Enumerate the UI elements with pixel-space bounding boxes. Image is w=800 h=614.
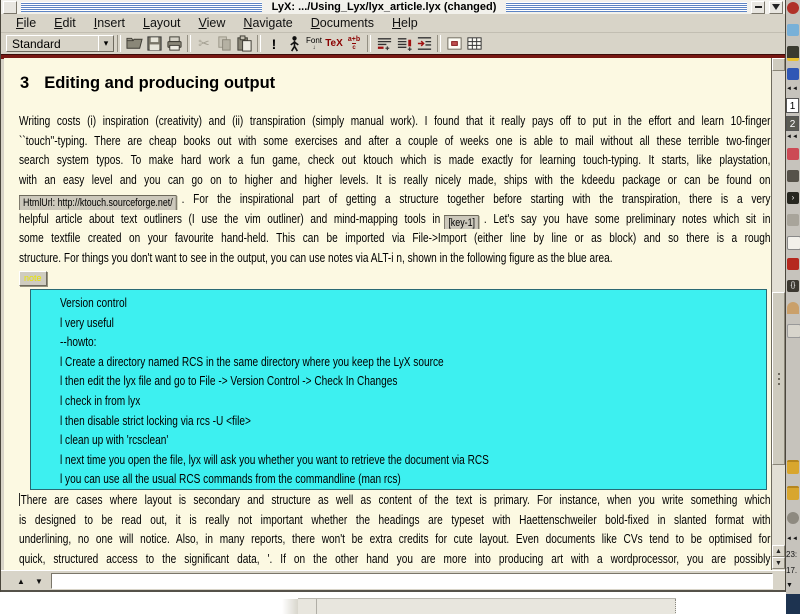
menu-navigate-mnemonic: N: [243, 16, 253, 30]
panel-arrows[interactable]: ◄◄: [786, 134, 798, 140]
insert-table-icon: [466, 35, 483, 52]
note-line: l next time you open the file, lyx will ask you whether you want to retrieve the document via RCS: [60, 452, 489, 467]
panel-clock: 23:: [786, 550, 798, 559]
note-box-lines: [60, 294, 771, 490]
change-depth-button[interactable]: [414, 34, 434, 54]
tex-mode-button[interactable]: [324, 34, 344, 54]
panel-user-icon[interactable]: [787, 302, 799, 314]
section-heading: [20, 74, 275, 93]
note-line: l then disable strict locking via rcs -U <file>: [60, 413, 251, 428]
note-line: Version control: [60, 296, 127, 310]
menu-edit[interactable]: [45, 16, 85, 30]
pager-desktop-1[interactable]: 1: [786, 98, 799, 113]
menu-edit-mnemonic: E: [54, 16, 63, 30]
minibuffer-bar: [1, 570, 785, 590]
paragraph-line: [19, 190, 770, 210]
menu-insert-label: nsert: [97, 16, 125, 30]
depth-icon: [416, 35, 433, 52]
section-number: 3: [20, 74, 30, 92]
note-line: l you can use all the usual RCS commands from the commandline (man rcs): [60, 472, 401, 487]
background-window-shadow: [282, 599, 298, 614]
menu-help-label: elp: [401, 16, 418, 30]
free-font-button[interactable]: [304, 34, 324, 54]
menu-view[interactable]: [190, 16, 235, 30]
panel-thumbnail: [786, 594, 800, 614]
note-line: l clean up with 'rcsclean': [60, 433, 169, 448]
menu-documents-label: ocuments: [319, 16, 374, 30]
noun-button[interactable]: [284, 34, 304, 54]
desktop-panel: [786, 0, 800, 614]
minimize-button[interactable]: [751, 1, 765, 14]
titlebar-stripes-left: [21, 2, 262, 12]
paragraph-1: [19, 112, 770, 268]
paragraph-line: quick, structured access to the significant data, '. If on the other hand you are more into producing art with a wordprocessor, you are possibly: [19, 551, 771, 566]
note-line: l then edit the lyx file and go to File -> Version Control -> Check In Changes: [60, 374, 398, 389]
paragraph-style-select[interactable]: [6, 35, 114, 52]
toolbar-separator: [367, 35, 371, 52]
open-file-icon: [126, 35, 143, 52]
paste-button[interactable]: [234, 34, 254, 54]
minimize-icon: [755, 6, 762, 8]
font-icon: Font ↓: [305, 35, 322, 51]
panel-terminal-icon[interactable]: ›: [787, 192, 799, 204]
thumb-grip-dot: [778, 383, 780, 385]
panel-document-icon[interactable]: [787, 236, 800, 250]
minibuffer-up-button[interactable]: ▲: [13, 575, 29, 587]
emphasis-button[interactable]: [264, 34, 284, 54]
panel-app-icon[interactable]: [787, 214, 799, 226]
copy-icon: [216, 35, 233, 52]
menu-documents-mnemonic: D: [310, 16, 320, 30]
background-window-edge: [316, 599, 317, 614]
panel-collapse-arrow[interactable]: ▼: [786, 582, 793, 589]
emphasis-icon: !: [271, 35, 277, 52]
toolbar-separator: [257, 35, 261, 52]
paragraph-line: with an easy level and you can go on to higher and higher levels. It is really nicely made, ships with the kdeedu package or can be found on: [19, 172, 771, 187]
combo-dropdown-arrow[interactable]: ▾: [98, 36, 113, 51]
panel-arrows[interactable]: ◄◄: [786, 86, 798, 92]
panel-app-icon[interactable]: [787, 258, 799, 270]
insert-figure-icon: [446, 35, 463, 52]
menu-navigate-label: avigate: [252, 16, 293, 30]
insert-figure-button[interactable]: [444, 34, 464, 54]
panel-folder-icon[interactable]: [787, 486, 799, 500]
toolbar-separator: [187, 35, 191, 52]
menu-edit-label: dit: [62, 16, 76, 30]
scroll-up-button[interactable]: ▲: [772, 545, 785, 557]
paragraph-text: . Let's say you have some preliminary notes which sit in: [483, 211, 771, 226]
titlebar-stripes-right: [506, 2, 747, 12]
scrollbar-thumb[interactable]: [772, 292, 785, 465]
citation-inset[interactable]: [key-1]: [444, 215, 479, 230]
copy-button[interactable]: [214, 34, 234, 54]
maximize-button[interactable]: [769, 1, 783, 14]
panel-folder-icon[interactable]: [787, 460, 799, 474]
menu-layout-mnemonic: L: [142, 16, 150, 30]
note-line: --howto:: [60, 335, 97, 350]
menu-view-mnemonic: V: [198, 16, 207, 30]
panel-app-icon[interactable]: [787, 24, 799, 36]
pager-desktop-2[interactable]: 2: [786, 116, 799, 131]
paragraph-line: some textfile created on your favourite hand-held. This can be imported via File->Import (either line by line or as block) and so there is a rough: [19, 231, 771, 245]
cut-icon: ✂: [198, 35, 210, 51]
insert-footnote-button[interactable]: [374, 34, 394, 54]
menu-bar: [1, 14, 785, 33]
panel-app-icon[interactable]: [787, 2, 799, 14]
background-window-dotted-edge: [674, 599, 676, 614]
paragraph-2: [19, 491, 770, 569]
paragraph-line: [19, 210, 770, 230]
background-window-fragment: [298, 598, 676, 614]
paragraph-text: . For the inspirational part of getting a structure together before starting with the transpiration, there is a very: [181, 192, 771, 206]
menu-help[interactable]: [383, 16, 427, 30]
toolbar-separator: [437, 35, 441, 52]
scroll-down-button[interactable]: ▼: [772, 557, 785, 569]
print-icon: [166, 35, 183, 52]
panel-app-icon[interactable]: [787, 68, 799, 80]
open-file-button[interactable]: [124, 34, 144, 54]
print-button[interactable]: [164, 34, 184, 54]
insert-margin-note-button[interactable]: [394, 34, 414, 54]
panel-arrows[interactable]: ◄◄: [786, 536, 798, 542]
paste-icon: [236, 35, 253, 52]
panel-app-icon[interactable]: {}: [787, 280, 799, 292]
math-icon: $\frac{a+b}{c}$: [347, 36, 361, 51]
panel-app-icon[interactable]: [787, 324, 800, 338]
panel-app-icon[interactable]: [787, 148, 799, 160]
note-inset-button[interactable]: note: [19, 271, 47, 286]
paragraph-text: helpful article about text outliners (I use the vim outliner) and mind-mapping tools in: [19, 211, 441, 226]
toolbar-separator: [117, 35, 121, 52]
minibuffer-down-button[interactable]: ▼: [31, 575, 47, 587]
menu-view-label: iew: [206, 16, 226, 30]
cut-button[interactable]: [194, 34, 214, 54]
scrollbar-top-box: [772, 58, 785, 71]
menu-file-label: ile: [23, 16, 37, 30]
save-button[interactable]: [144, 34, 164, 54]
panel-gear-icon[interactable]: [787, 512, 799, 524]
section-title: Editing and producing output: [44, 74, 276, 92]
menu-documents[interactable]: [302, 16, 383, 30]
menu-file[interactable]: [7, 16, 45, 30]
document-area[interactable]: [4, 58, 771, 570]
menu-navigate[interactable]: [234, 16, 301, 30]
paragraph-text: There are cases where layout is secondary and structure as well as content of the text is primary. For instance, when you write something which: [20, 493, 771, 507]
thumb-grip-dot: [778, 378, 780, 380]
maximize-icon: [772, 4, 780, 10]
menu-help-mnemonic: H: [392, 16, 402, 30]
margin-note-icon: [396, 35, 413, 52]
menu-insert[interactable]: [85, 16, 134, 30]
toolbar: [1, 33, 785, 54]
panel-date: 17.: [786, 566, 798, 575]
footnote-icon: [376, 35, 393, 52]
paragraph-line: ``touch''-typing. There are cheap books out with some exercises and after a couple of weeks one is able to mail without all these terrible two-finger: [19, 133, 771, 148]
paragraph-style-value: Standard: [12, 36, 61, 51]
math-mode-button[interactable]: [344, 34, 364, 54]
hyperlink-inset[interactable]: HtmlUrl: http://ktouch.sourceforge.net/: [19, 195, 177, 210]
paragraph-line: underlining, no one will notice. Also, in many reports, there won't be extra credits for cute layout. Even documents like CVs tend to be optimised for: [19, 532, 771, 546]
thumb-grip-dot: [778, 373, 780, 375]
note-box: [30, 289, 767, 490]
noun-person-icon: [286, 35, 303, 52]
minibuffer-input[interactable]: [51, 573, 773, 589]
vertical-scrollbar[interactable]: [771, 58, 785, 570]
window-menu-button[interactable]: [3, 1, 17, 14]
paragraph-line: is designed to be read out, it is really not important whether the headings are typeset with Haettenschweiler bold-fixed in slanted format with: [19, 512, 771, 527]
insert-table-button[interactable]: [464, 34, 484, 54]
paragraph-line: Writing costs (i) inspiration (creativity) and (ii) transpiration (simply manual work). I found that it really pays off to put in the effort and learn 10-finger: [19, 114, 771, 128]
note-line: l very useful: [60, 315, 114, 330]
note-line: l check in from lyx: [60, 393, 141, 408]
note-line: l Create a directory named RCS in the same directory where you keep the LyX source: [60, 354, 444, 369]
menu-layout-label: ayout: [149, 16, 181, 30]
menu-file-mnemonic: F: [16, 16, 24, 30]
window-title-bar[interactable]: [1, 0, 785, 14]
paragraph-line: structure. For things you don't want to see in the output, you can use notes via ALT-i n, shown in the following figure as the blue area.: [19, 250, 613, 265]
paragraph-line: search system typos. To make hard work a fun game, check out ktouch which is made exactly for learning touch-typing. It starts, like playstation,: [19, 153, 771, 167]
save-icon: [146, 35, 163, 52]
tex-icon: TeX: [325, 38, 343, 49]
paragraph-line: [19, 491, 770, 511]
window-title: LyX: .../Using_Lyx/lyx_article.lyx (changed): [271, 1, 497, 13]
desktop-background: [0, 592, 786, 614]
panel-app-icon[interactable]: [787, 46, 799, 61]
menu-layout[interactable]: [134, 16, 190, 30]
panel-app-icon[interactable]: [787, 170, 799, 182]
menu-insert-mnemonic: I: [93, 16, 98, 30]
